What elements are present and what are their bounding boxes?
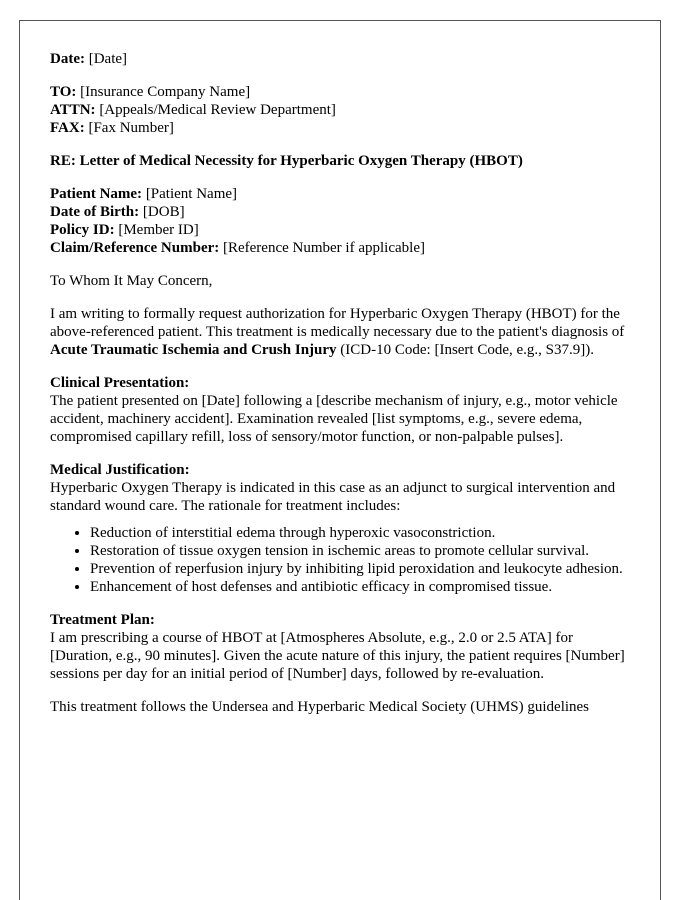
justification-list [50, 524, 632, 596]
to-label: TO: [50, 84, 77, 100]
letter-page [19, 20, 661, 900]
list-item: • Enhancement of host defenses and antibiotic efficacy in compromised tissue. [90, 578, 632, 596]
to-value: [Insurance Company Name] [80, 84, 251, 100]
fax-line [50, 119, 632, 137]
dob-value: [DOB] [142, 204, 185, 220]
date-line [50, 50, 632, 68]
treatment-body: I am prescribing a course of HBOT at [Atmospheres Absolute, e.g., 2.0 or 2.5 ATA] for [Duration, e.g., 90 minutes]. Given the acute nature of this injury, the patient requires [Number] sessions per day for an initial period of [Number] days, followed by re-evaluation. [50, 630, 625, 682]
policy-label: Policy ID: [50, 222, 115, 238]
intro-paragraph [50, 305, 632, 359]
attn-label: ATTN: [50, 102, 96, 118]
patient-name-value: [Patient Name] [145, 186, 238, 202]
patient-block [50, 185, 632, 257]
list-item: • Reduction of interstitial edema through hyperoxic vasoconstriction. [90, 524, 632, 542]
policy-value: [Member ID] [118, 222, 199, 238]
policy-line [50, 221, 632, 239]
closing-fragment: This treatment follows the Undersea and Hyperbaric Medical Society (UHMS) guidelines [50, 699, 590, 715]
justification-body: Hyperbaric Oxygen Therapy is indicated in this case as an adjunct to surgical intervention and standard wound care. The rationale for treatment includes: [50, 480, 616, 514]
treatment-section [50, 611, 632, 683]
subject-line [50, 152, 632, 170]
fax-label: FAX: [50, 120, 85, 136]
letter-body [50, 50, 632, 731]
date-label: Date: [50, 51, 85, 67]
list-item: • Prevention of reperfusion injury by inhibiting lipid peroxidation and leukocyte adhesion. [90, 560, 632, 578]
subject-text: RE: Letter of Medical Necessity for Hyperbaric Oxygen Therapy (HBOT) [50, 153, 523, 169]
salutation: To Whom It May Concern, [50, 273, 213, 289]
patient-name-line [50, 185, 632, 203]
claim-label: Claim/Reference Number: [50, 240, 220, 256]
attn-line [50, 101, 632, 119]
list-item: • Restoration of tissue oxygen tension in ischemic areas to promote cellular survival. [90, 542, 632, 560]
dob-label: Date of Birth: [50, 204, 140, 220]
to-line [50, 83, 632, 101]
clinical-heading: Clinical Presentation: [50, 375, 190, 391]
intro-text-before: I am writing to formally request authorization for Hyperbaric Oxygen Therapy (HBOT) for the above-referenced patient. This treatment is medically necessary due to the patient's diagnosis of [50, 306, 625, 340]
justification-heading: Medical Justification: [50, 462, 190, 478]
dob-line [50, 203, 632, 221]
fax-value: [Fax Number] [88, 120, 174, 136]
attn-value: [Appeals/Medical Review Department] [99, 102, 336, 118]
justification-section [50, 461, 632, 515]
claim-line [50, 239, 632, 257]
treatment-heading: Treatment Plan: [50, 612, 155, 628]
date-value: [Date] [88, 51, 128, 67]
recipient-block [50, 83, 632, 137]
intro-text-after: (ICD-10 Code: [Insert Code, e.g., S37.9]). [336, 342, 595, 358]
clinical-body: The patient presented on [Date] following a [describe mechanism of injury, e.g., motor vehicle accident, machinery accident]. Examination revealed [list symptoms, e.g., severe edema, compromised capillary refill, loss of sensory/motor function, or non-palpable pulses]. [50, 393, 618, 445]
diagnosis-text: Acute Traumatic Ischemia and Crush Injury [50, 342, 337, 358]
claim-value: [Reference Number if applicable] [223, 240, 425, 256]
patient-name-label: Patient Name: [50, 186, 143, 202]
clinical-section [50, 374, 632, 446]
